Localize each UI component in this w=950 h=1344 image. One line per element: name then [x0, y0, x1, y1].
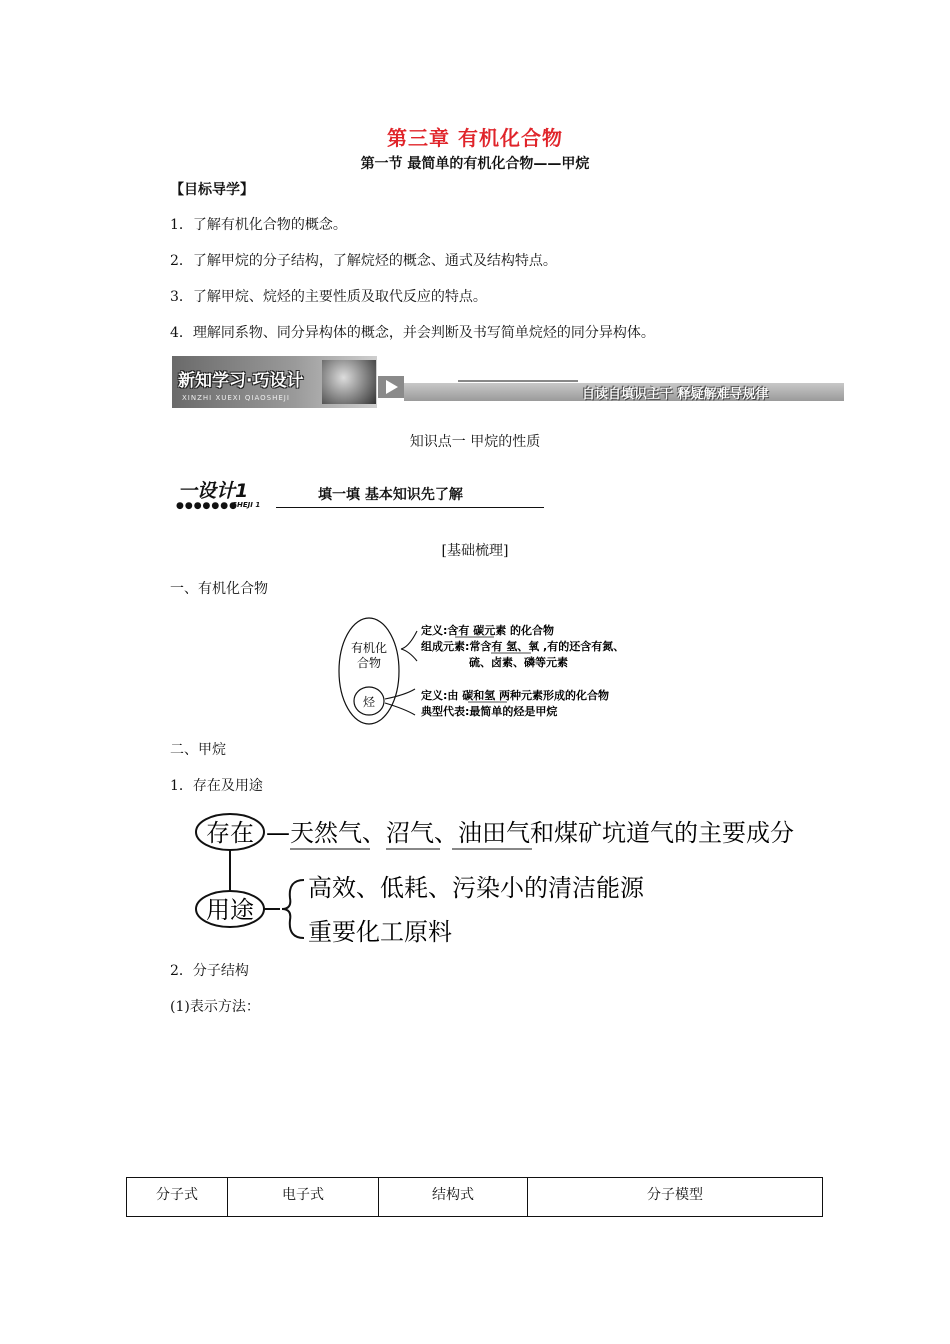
- banner-pinyin: XINZHI XUEXI QIAOSHEJI: [182, 394, 290, 402]
- design-logo-text: 一设计1: [178, 480, 249, 502]
- design-logo-dots: ●●●●●●●: [176, 501, 238, 511]
- organic-label-1: 有机化: [350, 641, 388, 655]
- table-row: [127, 1178, 823, 1217]
- organic-elements-1: 组成元素:常含有 氢、氧 ,有的还含有氮、: [421, 640, 625, 653]
- existence-text: —天然气、沼气、油田气和煤矿坑道气的主要成分: [266, 819, 794, 847]
- table-header-cell: 分子模型: [528, 1178, 823, 1217]
- design-caption: 填一填 基本知识先了解: [318, 487, 463, 503]
- use-item-2: 重要化工原料: [308, 918, 452, 946]
- banner-step-line: [458, 380, 578, 386]
- chapter-title: 第三章 有机化合物: [387, 126, 563, 150]
- hydrocarbon-label: 烃: [362, 695, 376, 709]
- goal-item: 1．了解有机化合物的概念。: [170, 217, 347, 233]
- hydrocarbon-definition: 定义:由 碳和氢 两种元素形成的化合物: [421, 689, 610, 702]
- goal-item: 2．了解甲烷的分子结构，了解烷烃的概念、通式及结构特点。: [170, 253, 557, 269]
- organic-elements-2: 硫、卤素、磷等元素: [469, 656, 568, 669]
- organic-definition: 定义:含有 碳元素 的化合物: [421, 624, 555, 637]
- design-logo: [172, 474, 282, 514]
- organic-label-2: 合物: [356, 656, 382, 670]
- use-label: 用途: [206, 896, 254, 924]
- existence-use-diagram: [190, 808, 850, 958]
- use-brace: [282, 880, 304, 938]
- table-header-cell: 电子式: [228, 1178, 379, 1217]
- organic-brace: [401, 631, 417, 661]
- table-header-cell: 结构式: [379, 1178, 528, 1217]
- section-title: 第一节 最简单的有机化合物——甲烷: [360, 156, 590, 172]
- goals-header: 【目标导学】: [170, 182, 254, 198]
- part2-sub1: 1．存在及用途: [170, 778, 263, 794]
- design-logo-sub: SHEJI 1: [232, 501, 261, 509]
- banner-tagline: 自读自填识主干 释疑解难导规律: [582, 387, 769, 402]
- table-header-cell: 分子式: [127, 1178, 228, 1217]
- part2-header: 二、甲烷: [170, 742, 226, 758]
- organic-compound-diagram: [335, 617, 665, 727]
- basics-title: [基础梳理]: [441, 543, 509, 559]
- goal-item: 4．理解同系物、同分异构体的概念，并会判断及书写简单烷烃的同分异构体。: [170, 325, 655, 341]
- play-arrow-icon: [378, 376, 404, 398]
- existence-label: 存在: [206, 819, 254, 847]
- methane-representation-table: [126, 1177, 823, 1217]
- part2-sub2-1: (1)表示方法：: [170, 999, 260, 1015]
- part1-header: 一、有机化合物: [170, 581, 268, 597]
- banner-photo: [322, 360, 376, 404]
- design-underline: [276, 507, 544, 508]
- section-banner: [172, 356, 844, 408]
- banner-title: 新知学习·巧设计: [178, 371, 304, 391]
- part2-sub2: 2．分子结构: [170, 963, 249, 979]
- use-item-1: 高效、低耗、污染小的清洁能源: [308, 874, 644, 902]
- knowledge-point-title: 知识点一 甲烷的性质: [409, 434, 541, 450]
- goal-item: 3．了解甲烷、烷烃的主要性质及取代反应的特点。: [170, 289, 487, 305]
- hydrocarbon-brace: [385, 689, 415, 715]
- hydrocarbon-example: 典型代表:最简单的烃是甲烷: [421, 705, 558, 718]
